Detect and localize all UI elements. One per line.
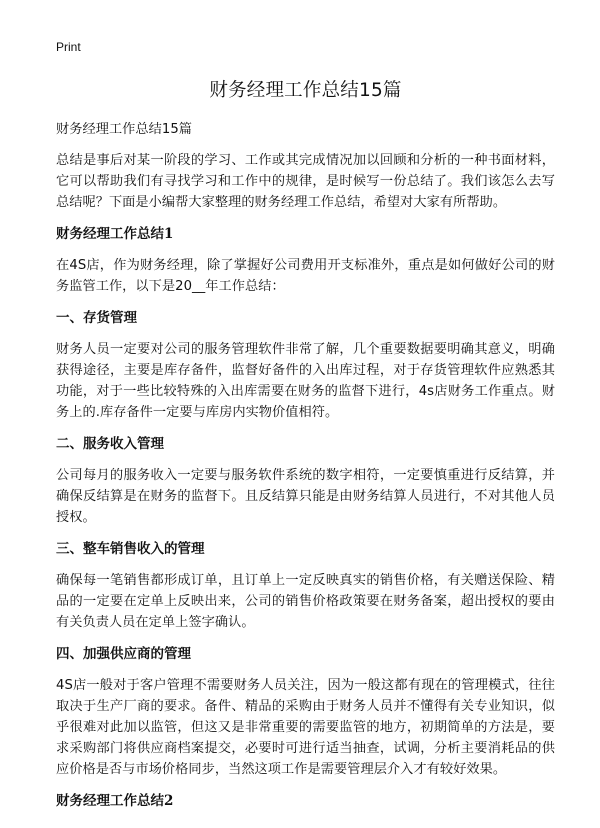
section-heading-vehicle-sales: 三、整车销售收入的管理 xyxy=(56,541,205,557)
section-paragraph-supplier: 4S店一般对于客户管理不需要财务人员关注，因为一般这都有现在的管理模式，往往取决于生产厂商的要求。备件、精品的采购由于财务人员并不懂得有关专业知识，似乎很难对此加以监管，但这又是非常重要的需要监管的地方，初期简单的方法是，要求采购部门将供应商档案提交，必要时可进行适当抽查，试调，分析主要消耗品的供应价格是否与市场价格同步，当然这项工作是需要管理层介入才有较好效果。 xyxy=(56,678,555,777)
section-heading-summary-1: 财务经理工作总结1 xyxy=(56,226,174,242)
section-heading-supplier: 四、加强供应商的管理 xyxy=(56,646,191,662)
intro-paragraph: 总结是事后对某一阶段的学习、工作或其完成情况加以回顾和分析的一种书面材料，它可以帮助我们有寻找学习和工作中的规律，是时候写一份总结了。我们该怎么去写总结呢？下面是小编帮大家整理的财务经理工作总结，希望对大家有所帮助。 xyxy=(56,153,555,210)
section-paragraph-summary-1: 在4S店，作为财务经理，除了掌握好公司费用开支标准外，重点是如何做好公司的财务监管工作，以下是20__年工作总结： xyxy=(56,258,555,294)
section-heading-summary-2: 财务经理工作总结2 xyxy=(56,793,174,809)
section-paragraph-inventory: 财务人员一定要对公司的服务管理软件非常了解，几个重要数据要明确其意义，明确获得途径，主要是库存备件，监督好备件的入出库过程，对于存货管理软件应熟悉其功能，对于一些比较特殊的入出库需要在财务的监督下进行，4s店财务工作重点。财务上的.库存备件一定要与库房内实物价值相符。 xyxy=(56,342,555,420)
section-heading-service-revenue: 二、服务收入管理 xyxy=(56,436,164,452)
section-paragraph-vehicle-sales: 确保每一笔销售都形成订单，且订单上一定反映真实的销售价格，有关赠送保险、精品的一定要在定单上反映出来，公司的销售价格政策要在财务备案，超出授权的要由有关负责人员在定单上签字确认。 xyxy=(56,573,555,630)
section-heading-inventory: 一、存货管理 xyxy=(56,310,137,326)
print-link[interactable]: Print xyxy=(56,40,81,54)
section-paragraph-service-revenue: 公司每月的服务收入一定要与服务软件系统的数字相符，一定要慎重进行反结算，并确保反结算是在财务的监督下。且反结算只能是由财务结算人员进行，不对其他人员授权。 xyxy=(56,468,555,525)
document-subtitle: 财务经理工作总结15篇 xyxy=(56,122,193,137)
page-title: 财务经理工作总结15篇 xyxy=(209,80,402,101)
